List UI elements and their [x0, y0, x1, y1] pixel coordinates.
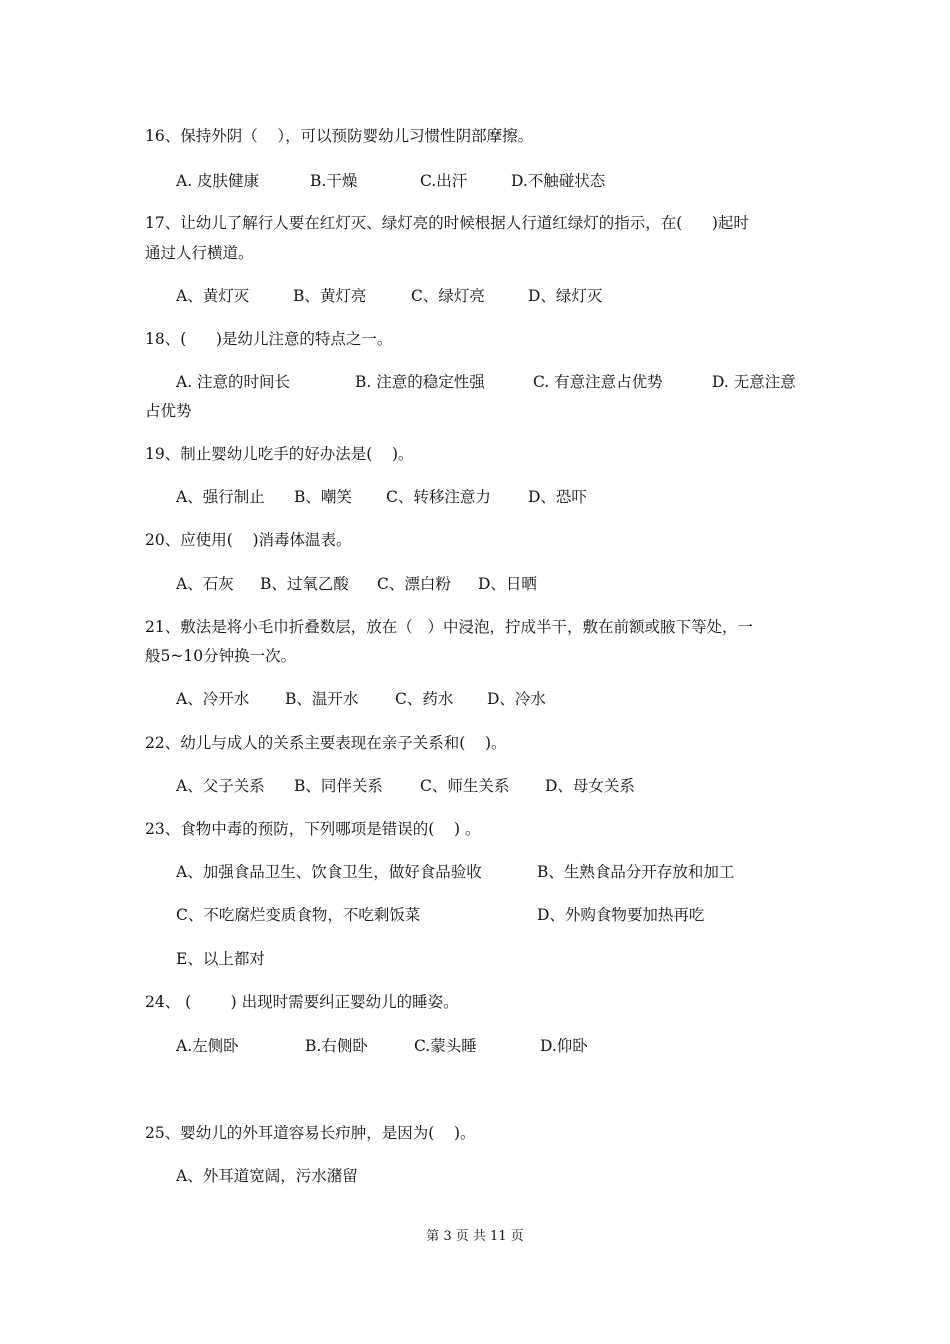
question-20-option-d: D、日晒: [478, 575, 537, 593]
question-24-option-a: A.左侧卧: [176, 1037, 239, 1055]
question-23-option-d: D、外购食物要加热再吃: [537, 906, 705, 924]
question-16-option-d: D.不触碰状态: [511, 172, 606, 190]
question-18-option-b: B. 注意的稳定性强: [355, 373, 485, 391]
question-17-stem-line2: 通过人行横道。: [145, 244, 254, 262]
question-21-option-c: C、药水: [395, 690, 454, 708]
question-21-option-d: D、冷水: [487, 690, 546, 708]
question-22-stem: 22、幼儿与成人的关系主要表现在亲子关系和( )。: [145, 734, 507, 752]
question-23-option-b: B、生熟食品分开存放和加工: [537, 863, 735, 881]
question-20-option-b: B、过氧乙酸: [260, 575, 349, 593]
question-24-option-c: C.蒙头睡: [414, 1037, 477, 1055]
question-17-option-c: C、绿灯亮: [411, 287, 485, 305]
question-22-option-d: D、母女关系: [545, 777, 635, 795]
question-22-option-c: C、师生关系: [420, 777, 510, 795]
question-24-option-d: D.仰卧: [540, 1037, 588, 1055]
question-22-option-a: A、父子关系: [176, 777, 265, 795]
question-19-option-c: C、转移注意力: [386, 488, 491, 506]
question-21-option-a: A、冷开水: [176, 690, 250, 708]
question-18-stem: 18、( )是幼儿注意的特点之一。: [145, 330, 393, 348]
question-20-option-c: C、漂白粉: [377, 575, 451, 593]
question-16-option-a: A. 皮肤健康: [176, 172, 260, 190]
question-20-option-a: A、石灰: [176, 575, 234, 593]
question-19-option-d: D、恐吓: [528, 488, 587, 506]
question-19-option-b: B、嘲笑: [294, 488, 352, 506]
question-19-stem: 19、制止婴幼儿吃手的好办法是( )。: [145, 445, 414, 463]
question-23-option-c: C、不吃腐烂变质食物，不吃剩饭菜: [176, 906, 421, 924]
question-21-stem-line1: 21、敷法是将小毛巾折叠数层，放在（ ）中浸泡，拧成半干，敷在前额或腋下等处，一: [145, 618, 754, 636]
question-18-option-d: D. 无意注意: [712, 373, 796, 391]
question-21-stem-line2: 般5~10分钟换一次。: [145, 647, 297, 665]
question-16-option-c: C.出汗: [420, 172, 468, 190]
question-24-stem: 24、 ( ) 出现时需要纠正婴幼儿的睡姿。: [145, 993, 459, 1011]
question-17-option-d: D、绿灯灭: [528, 287, 603, 305]
question-17-stem-line1: 17、让幼儿了解行人要在红灯灭、绿灯亮的时候根据人行道红绿灯的指示，在( )起时: [145, 214, 749, 232]
question-17-option-a: A、黄灯灭: [176, 287, 250, 305]
question-21-option-b: B、温开水: [285, 690, 359, 708]
question-23-stem: 23、食物中毒的预防，下列哪项是错误的( ) 。: [145, 820, 481, 838]
question-25-option-a: A、外耳道宽阔，污水潴留: [176, 1167, 358, 1185]
question-18-option-d-wrap: 占优势: [145, 402, 192, 420]
question-19-option-a: A、强行制止: [176, 488, 265, 506]
question-23-option-a: A、加强食品卫生、饮食卫生，做好食品验收: [176, 863, 482, 881]
question-20-stem: 20、应使用( )消毒体温表。: [145, 531, 352, 549]
question-16-option-b: B.干燥: [310, 172, 358, 190]
question-23-option-e: E、以上都对: [176, 950, 265, 968]
question-25-stem: 25、婴幼儿的外耳道容易长疖肿，是因为( )。: [145, 1124, 476, 1142]
question-16-stem: 16、保持外阴（ ），可以预防婴幼儿习惯性阴部摩擦。: [145, 127, 534, 145]
page-footer: 第 3 页 共 11 页: [426, 1229, 524, 1244]
question-18-option-c: C. 有意注意占优势: [533, 373, 663, 391]
question-22-option-b: B、同伴关系: [294, 777, 383, 795]
question-17-option-b: B、黄灯亮: [293, 287, 367, 305]
question-24-option-b: B.右侧卧: [305, 1037, 368, 1055]
question-18-option-a: A. 注意的时间长: [176, 373, 291, 391]
